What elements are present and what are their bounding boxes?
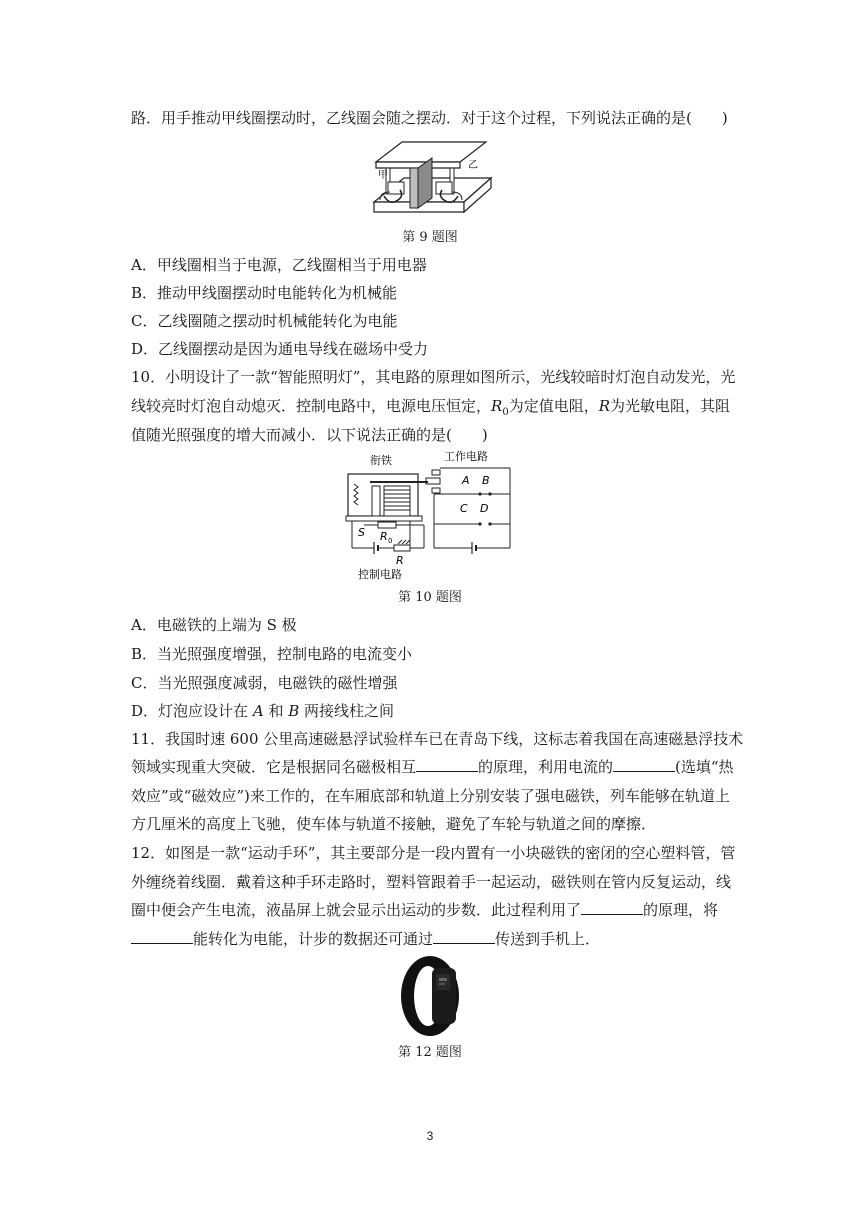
r0-symbol: R — [491, 397, 503, 415]
q10-stem-line-3: 值随光照强度的增大而减小．以下说法正确的是( ) — [131, 426, 488, 444]
q10-option-b: B．当光照强度增强，控制电路的电流变小 — [131, 645, 413, 663]
q12-blank-3[interactable] — [433, 929, 495, 944]
r0-subscript: 0 — [502, 407, 509, 418]
q12-stem-line-4 — [131, 929, 600, 949]
q12-blank-2[interactable] — [131, 929, 193, 944]
q11-stem-line-1: 11．我国时速 600 公里高速磁悬浮试验样车已在青岛下线，这标志着我国在高速磁悬浮技术 — [131, 730, 744, 748]
q11-stem-part: 的原理，利用电流的 — [478, 758, 614, 776]
q12-stem-part: 圈中便会产生电流，液晶屏上就会显示出运动的步数．此过程利用了 — [131, 901, 582, 919]
r0-label: R — [380, 530, 388, 543]
switch-s-label: S — [358, 526, 365, 539]
q10-circuit-figure — [340, 448, 520, 584]
terminal-b-label: B — [482, 474, 490, 487]
q11-stem-part: 领域实现重大突破．它是根据同名磁极相互 — [131, 758, 417, 776]
q9-option-d: D．乙线圈摆动是因为通电导线在磁场中受力 — [131, 340, 429, 358]
q10-option-a: A．电磁铁的上端为 S 极 — [131, 616, 297, 634]
q12-stem-part: 能转化为电能，计步的数据还可通过 — [193, 930, 434, 948]
q10-stem-part: 为定值电阻， — [508, 397, 599, 415]
r0-sub-label: 0 — [388, 537, 393, 545]
q11-blank-2[interactable] — [613, 757, 675, 772]
q12-stem-part: 的原理，将 — [643, 901, 719, 919]
armature-label: 衔铁 — [370, 454, 392, 467]
terminal-a-label: A — [462, 474, 470, 487]
q11-stem-part: (选填“热 — [675, 758, 734, 776]
q10-stem-part: 为光敏电阻，其阻 — [610, 397, 731, 415]
q9-coil-swing-figure — [366, 138, 496, 220]
q11-stem-line-3: 效应”或“磁效应”)来工作的，在车厢底部和轨道上分别安装了强电磁铁，列车能够在轨道上 — [131, 787, 730, 805]
q10-option-d-part: 和 — [268, 702, 284, 720]
terminal-c-label: C — [460, 502, 468, 515]
q11-stem-line-2 — [131, 757, 734, 777]
q12-stem-part: 传送到手机上． — [495, 930, 601, 948]
q12-blank-1[interactable] — [581, 900, 643, 915]
q11-blank-1[interactable] — [416, 757, 478, 772]
q9-option-c: C．乙线圈随之摆动时机械能转化为电能 — [131, 312, 398, 330]
page-number: 3 — [426, 1129, 434, 1143]
q10-option-c: C．当光照强度减弱，电磁铁的磁性增强 — [131, 674, 398, 692]
q9-figure-caption: 第 9 题图 — [402, 230, 458, 245]
q12-stem-line-2: 外缠绕着线圈．戴着这种手环走路时，塑料管跟着手一起运动，磁铁则在管内反复运动，线 — [131, 873, 732, 891]
q9-option-a: A．甲线圈相当于电源，乙线圈相当于用电器 — [131, 256, 427, 274]
q12-stem-line-1: 12．如图是一款“运动手环”，其主要部分是一段内置有一小块磁铁的密闭的空心塑料管，管 — [131, 844, 736, 862]
q10-option-d-a: A — [252, 702, 264, 720]
q12-fitness-band-figure — [398, 954, 462, 1038]
q12-figure-caption: 第 12 题图 — [398, 1045, 462, 1060]
q9-fig-label-yi: 乙 — [468, 160, 478, 171]
q10-option-d-part: D．灯泡应设计在 — [131, 702, 249, 720]
q9-option-b: B．推动甲线圈摆动时电能转化为机械能 — [131, 284, 398, 302]
q10-stem-line-1: 10．小明设计了一款“智能照明灯”，其电路的原理如图所示，光线较暗时灯泡自动发光，光 — [131, 368, 736, 386]
q10-option-d-b: B — [288, 702, 300, 720]
q9-fig-label-jia: 甲 — [378, 170, 388, 181]
r-symbol: R — [598, 397, 610, 415]
photoresistor-r-label: R — [396, 554, 404, 567]
q10-stem-part: 线较亮时灯泡自动熄灭．控制电路中，电源电压恒定， — [131, 397, 492, 415]
work-circuit-label: 工作电路 — [444, 450, 488, 463]
q11-stem-line-4: 方几厘米的高度上飞驰，使车体与轨道不接触，避免了车轮与轨道之间的摩擦． — [131, 815, 657, 833]
q10-figure-caption: 第 10 题图 — [398, 590, 462, 605]
control-circuit-label: 控制电路 — [358, 568, 402, 581]
q10-option-d-part: 两接线柱之间 — [304, 702, 395, 720]
q10-option-d — [131, 701, 394, 721]
q9-stem-line: 路．用手推动甲线圈摆动时，乙线圈会随之摆动．对于这个过程，下列说法正确的是( ) — [131, 109, 728, 127]
q12-stem-line-3 — [131, 900, 718, 920]
terminal-d-label: D — [480, 502, 489, 515]
q10-stem-line-2 — [131, 396, 730, 423]
